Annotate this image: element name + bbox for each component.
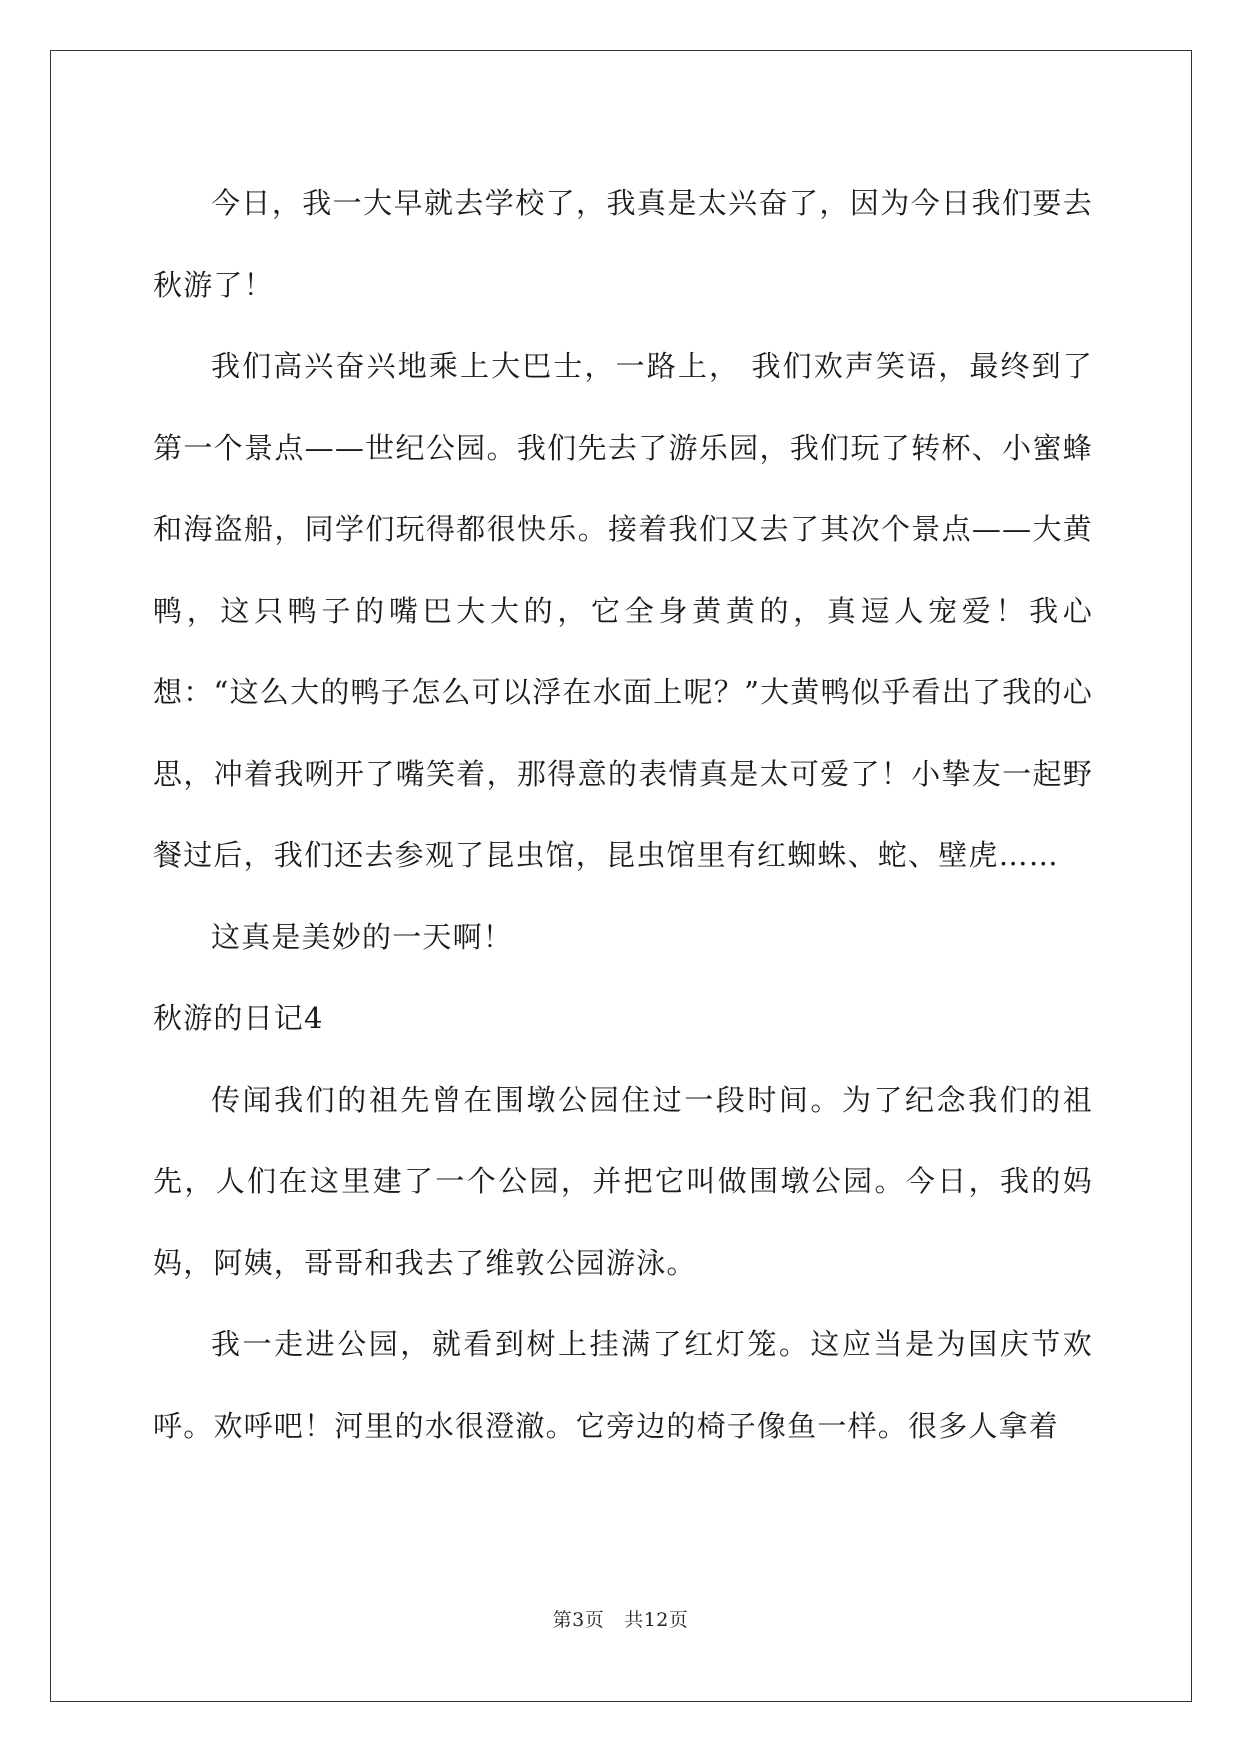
page-number: 第3页 — [552, 1609, 605, 1631]
paragraph-2: 我们高兴奋兴地乘上大巴士，一路上， 我们欢声笑语，最终到了第一个景点——世纪公园。我们先去了游乐园，我们玩了转杯、小蜜蜂和海盗船，同学们玩得都很快乐。接着我们又去了其次个景点——大黄鸭，这只鸭子的嘴巴大大的，它全身黄黄的，真逗人宠爱！我心想：“这么大的鸭子怎么可以浮在水面上呢？”大黄鸭似乎看出了我的心思，冲着我咧开了嘴笑着，那得意的表情真是太可爱了！小挚友一起野餐过后，我们还去参观了昆虫馆，昆虫馆里有红蜘蛛、蛇、壁虎…… — [153, 349, 1093, 872]
page-total: 共12页 — [624, 1609, 689, 1631]
page-footer — [0, 1605, 1241, 1632]
paragraph-3: 这真是美妙的一天啊！ — [211, 919, 514, 954]
paragraph-5: 我一走进公园，就看到树上挂满了红灯笼。这应当是为国庆节欢呼。欢呼吧！河里的水很澄澈。它旁边的椅子像鱼一样。很多人拿着 — [153, 1327, 1093, 1443]
section-heading: 秋游的日记4 — [153, 1001, 324, 1035]
paragraph-1: 今日，我一大早就去学校了，我真是太兴奋了，因为今日我们要去秋游了！ — [153, 186, 1093, 302]
paragraph-4: 传闻我们的祖先曾在围墩公园住过一段时间。为了纪念我们的祖先，人们在这里建了一个公园，并把它叫做围墩公园。今日，我的妈妈，阿姨，哥哥和我去了维敦公园游泳。 — [153, 1082, 1093, 1280]
document-body — [153, 163, 1093, 1467]
